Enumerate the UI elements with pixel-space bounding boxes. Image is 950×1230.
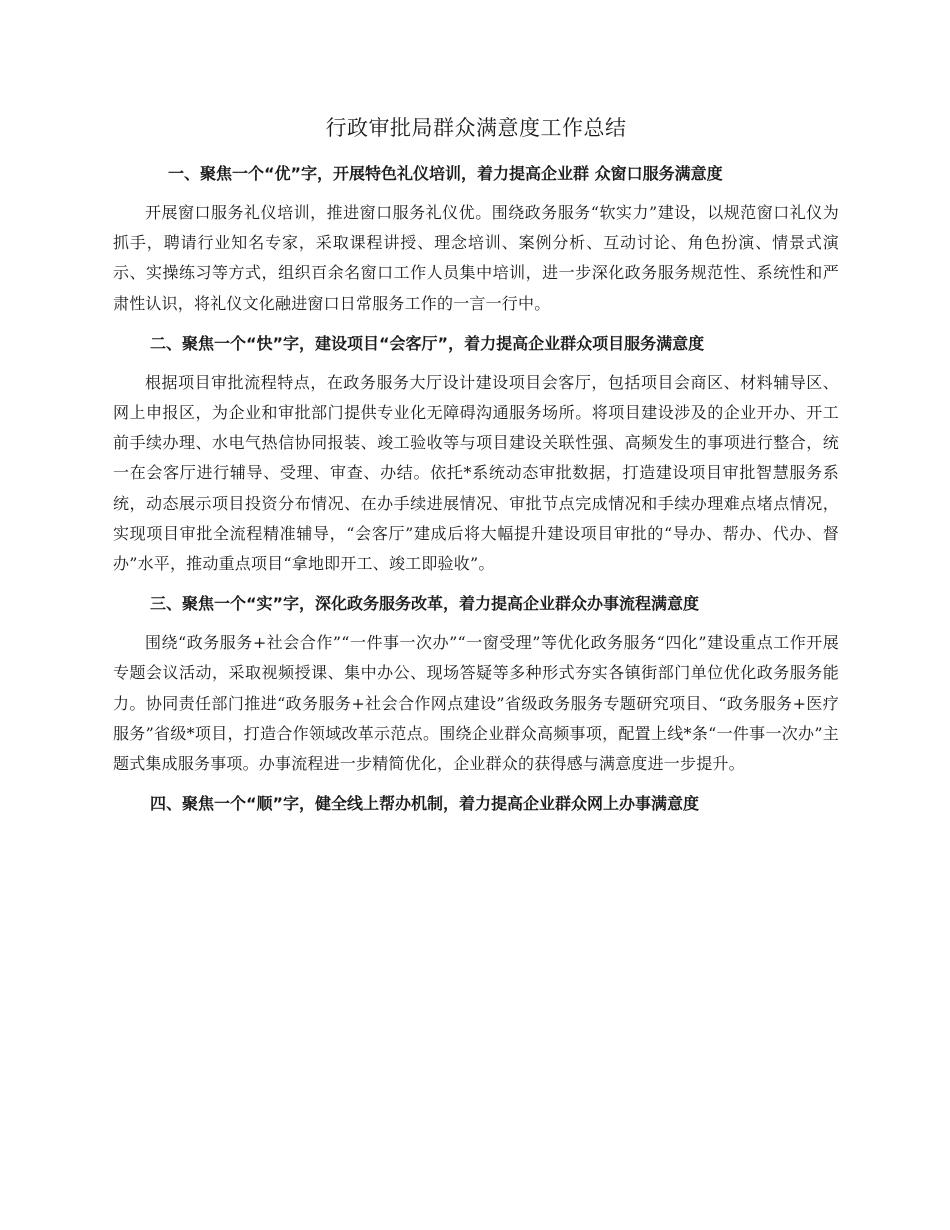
document-page xyxy=(113,112,839,828)
section-3-heading: 三、聚焦一个“实”字，深化政务服务改革，着力提高企业群众办事流程满意度 xyxy=(150,594,700,614)
document-title: 行政审批局群众满意度工作总结 xyxy=(325,116,627,140)
section-4-heading: 四、聚焦一个“顺”字，健全线上帮办机制，着力提高企业群众网上办事满意度 xyxy=(150,794,700,814)
section-1-heading: 一、聚焦一个“优”字，开展特色礼仪培训，着力提高企业群 众窗口服务满意度 xyxy=(168,164,723,183)
section-2-body: 根据项目审批流程特点，在政务服务大厅设计建设项目会客厅，包括项目会商区、材料辅导区、网上申报区，为企业和审批部门提供专业化无障碍沟通服务场所。将项目建设涉及的企业开办、开工前手续办理、水电气热信协同报装、竣工验收等与项目建设关联性强、高频发生的事项进行整合，统一在会客厅进行辅导、受理、审查、办结。依托*系统动态审批数据，打造建设项目审批智慧服务系统，动态展示项目投资分布情况、在办手续进展情况、审批节点完成情况和手续办理难点堵点情况，实现项目审批全流程精准辅导，“会客厅”建成后将大幅提升建设项目审批的“导办、帮办、代办、督办”水平，推动重点项目“拿地即开工、竣工即验收”。 xyxy=(113,372,839,574)
section-1-body: 开展窗口服务礼仪培训，推进窗口服务礼仪优。围绕政务服务“软实力”建设，以规范窗口礼仪为抓手，聘请行业知名专家，采取课程讲授、理念培训、案例分析、互动讨论、角色扮演、情景式演示、实操练习等方式，组织百余名窗口工作人员集中培训，进一步深化政务服务规范性、系统性和严肃性认识，将礼仪文化融进窗口日常服务工作的一言一行中。 xyxy=(113,203,839,313)
section-2-heading: 二、聚焦一个“快”字，建设项目“会客厅”，着力提高企业群众项目服务满意度 xyxy=(150,333,705,353)
section-3-body: 围绕“政务服务+社会合作”“一件事一次办”“一窗受理”等优化政务服务“四化”建设重点工作开展专题会议活动，采取视频授课、集中办公、现场答疑等多种形式夯实各镇街部门单位优化政务服务能力。协同责任部门推进“政务服务+社会合作网点建设”省级政务服务专题研究项目、“政务服务+医疗服务”省级*项目，打造合作领域改革示范点。围绕企业群众高频事项，配置上线*条“一件事一次办”主题式集成服务事项。办事流程进一步精简优化，企业群众的获得感与满意度进一步提升。 xyxy=(113,633,839,774)
